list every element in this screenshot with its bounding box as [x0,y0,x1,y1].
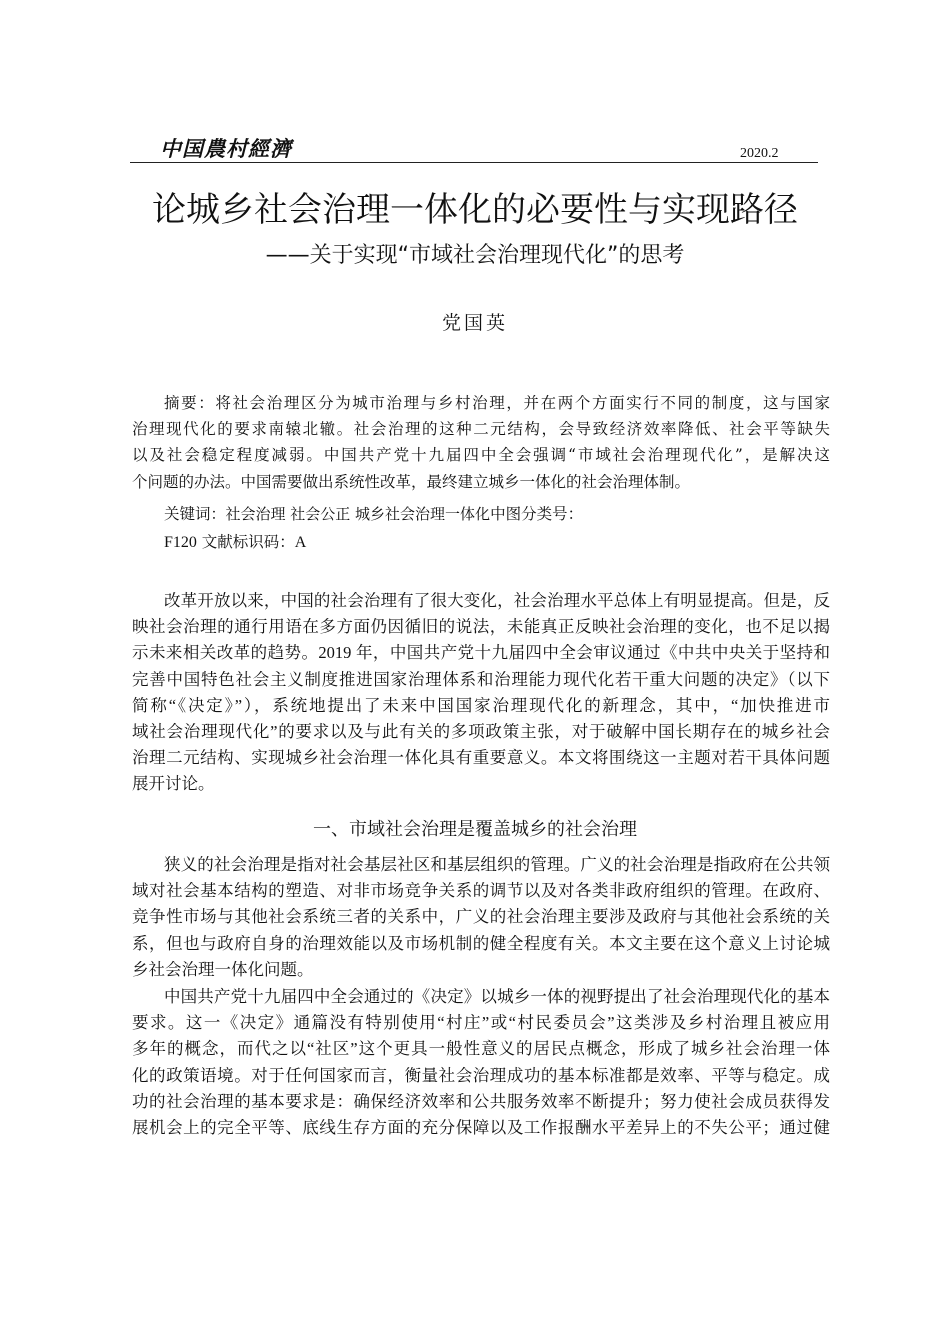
text-line: 完善中国特色社会主义制度推进国家治理体系和治理能力现代化若干重大问题的决定》（以下 [132,669,830,689]
text-line: 域对社会基本结构的塑造、对非市场竞争关系的调节以及对各类非政府组织的管理。在政府、 [132,881,830,901]
text-line: 功的社会治理的基本要求是：确保经济效率和公共服务效率不断提升；努力使社会成员获得发 [132,1091,830,1111]
text-line: 治理二元结构、实现城乡社会治理一体化具有重要意义。本文将围绕这一主题对若干具体问题 [132,748,830,768]
paper-title: 论城乡社会治理一体化的必要性与实现路径 [152,190,798,230]
section-heading: 一、市域社会治理是覆盖城乡的社会治理 [313,819,637,840]
text-line: 要求。这一《决定》通篇没有特别使用“村庄”或“村民委员会”这类涉及乡村治理且被应用 [132,1013,830,1033]
abstract-text: ：将社会治理区分为城市治理与乡村治理，并在两个方面实行不同的制度，这与国家 [198,394,830,412]
section1-paragraph-2 [132,984,830,1141]
issue-number: 2020.2 [740,146,779,161]
text-line: 乡社会治理一体化问题。 [132,959,314,979]
text-line: 简称“《决定》”），系统地提出了未来中国国家治理现代化的新理念，其中，“加快推进市 [132,695,830,715]
keywords [164,500,583,557]
clc-value: F120 [164,534,197,551]
author: 党国英 [441,312,508,334]
doc-code-value: A [294,534,307,551]
paper-subtitle: ——关于实现“市域社会治理现代化”的思考 [265,243,685,268]
intro-paragraph [132,588,830,798]
text-line: 化的政策语境。对于任何国家而言，衡量社会治理成功的基本标准都是效率、平等与稳定。成 [132,1065,830,1085]
text-line: 展开讨论。 [132,774,215,794]
text-line: 多年的概念，而代之以“社区”这个更具一般性意义的居民点概念，形成了城乡社会治理一体 [132,1039,830,1059]
text-line: 示未来相关改革的趋势。2019 年，中国共产党十九届四中全会审议通过《中共中央关于坚持和 [132,643,830,663]
keywords-value: ：社会治理 社会公正 城乡社会治理一体化 [210,505,491,523]
abstract-line: 个问题的办法。中国需要做出系统性改革，最终建立城乡一体化的社会治理体制。 [132,472,691,491]
text-line: 映社会治理的通行用语在多方面仍因循旧的说法，未能真正反映社会治理的变化，也不足以揭 [132,617,830,637]
text-line: 展机会上的完全平等、底线生存方面的充分保障以及工作报酬水平差异上的不失公平；通过健 [132,1117,830,1137]
text-line: 竞争性市场与其他社会系统三者的关系中，广义的社会治理主要涉及政府与其他社会系统的关 [132,907,830,927]
abstract [132,390,830,495]
doc-code-label: 文献标识码： [201,533,295,551]
journal-logo: 中国農村經濟 [160,137,292,161]
clc-label: 中图分类号： [490,505,584,523]
abstract-line: 以及社会稳定程度减弱。中国共产党十九届四中全会强调“市域社会治理现代化”，是解决这 [132,446,830,465]
text-line: 域社会治理现代化”的要求以及与此有关的多项政策主张，对于破解中国长期存在的城乡社会 [132,721,830,741]
text-line: 中国共产党十九届四中全会通过的《决定》以城乡一体的视野提出了社会治理现代化的基本 [164,987,830,1006]
section1-paragraph-1 [132,852,830,983]
abstract-line: 治理现代化的要求南辕北辙。社会治理的这种二元结构，会导致经济效率降低、社会平等缺失 [132,420,830,439]
abstract-line [132,390,830,416]
abstract-label: 摘要 [164,394,199,412]
text-line: 狭义的社会治理是指对社会基层社区和基层组织的管理。广义的社会治理是指政府在公共领 [164,855,830,874]
text-line: 系，但也与政府自身的治理效能以及市场机制的健全程度有关。本文主要在这个意义上讨论城 [132,933,830,953]
keywords-label: 关键词 [164,505,211,523]
header-rule [130,162,818,163]
text-line: 改革开放以来，中国的社会治理有了很大变化，社会治理水平总体上有明显提高。但是，反 [164,591,830,610]
